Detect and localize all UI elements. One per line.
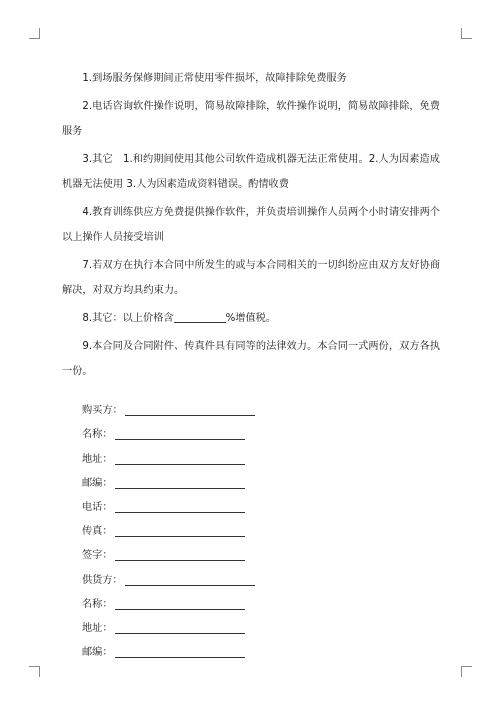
signature-label: 邮编： bbox=[82, 647, 113, 659]
signature-label: 电话： bbox=[82, 501, 113, 513]
clause-onsite-service: 1.到场服务保修期间正常使用零件损坏，故障排除免费服务 bbox=[82, 73, 347, 84]
signature-label: 地址： bbox=[82, 622, 113, 634]
signature-fill-line bbox=[115, 621, 245, 634]
clause-tax bbox=[62, 306, 440, 331]
page-corner-mark-bottom-right bbox=[461, 666, 472, 677]
page-corner-mark-top-left bbox=[29, 28, 40, 39]
signature-row-buyer-postcode bbox=[62, 465, 440, 489]
signature-row-buyer-sign bbox=[62, 537, 440, 561]
signature-fill-line bbox=[115, 597, 245, 610]
signature-fill-line bbox=[115, 500, 245, 513]
signature-label: 供货方： bbox=[82, 574, 123, 586]
signature-fill-line bbox=[115, 548, 245, 561]
signature-label: 购买方： bbox=[82, 405, 123, 417]
tax-clause-prefix: 8.其它：以上价格含 bbox=[82, 313, 174, 324]
signature-block bbox=[62, 392, 440, 658]
signature-row-buyer bbox=[62, 392, 440, 416]
clause-training: 4.教育训练供应方免费提供操作软件，并负责培训操作人员两个小时请安排两个以上操作人员接受培训 bbox=[62, 207, 440, 243]
signature-row-supplier bbox=[62, 561, 440, 585]
signature-fill-line bbox=[115, 645, 245, 658]
signature-row-buyer-name bbox=[62, 416, 440, 440]
signature-row-buyer-phone bbox=[62, 489, 440, 513]
signature-label: 签字： bbox=[82, 550, 113, 562]
signature-fill-line bbox=[115, 427, 245, 440]
tax-clause-suffix: %增值税。 bbox=[225, 313, 277, 324]
signature-fill-line bbox=[125, 573, 255, 586]
page-corner-mark-top-right bbox=[461, 28, 472, 39]
page-corner-mark-bottom-left bbox=[29, 666, 40, 677]
signature-fill-line bbox=[125, 403, 255, 416]
signature-fill-line bbox=[115, 452, 245, 465]
signature-label: 地址： bbox=[82, 453, 113, 465]
signature-fill-line bbox=[115, 476, 245, 489]
signature-label: 传真： bbox=[82, 526, 113, 538]
clause-phone-support: 2.电话咨询软件操作说明，简易故障排除，软件操作说明，简易故障排除，免费服务 bbox=[62, 101, 440, 137]
clause-other-charges: 3.其它 1.和约期间使用其他公司软件造成机器无法正常使用。2.人为因素造成机器无法使用 3.人为因素造成资料错误。酌情收费 bbox=[62, 154, 440, 190]
signature-label: 名称： bbox=[82, 598, 113, 610]
signature-row-buyer-address bbox=[62, 440, 440, 464]
clause-validity: 9.本合同及合同附件、传真件具有同等的法律效力。本合同一式两份，双方各执一份。 bbox=[62, 341, 440, 377]
document-body bbox=[62, 66, 440, 658]
signature-row-buyer-fax bbox=[62, 513, 440, 537]
signature-fill-line bbox=[115, 524, 245, 537]
clause-disputes: 7.若双方在执行本合同中所发生的或与本合同相关的一切纠纷应由双方友好协商解决，对双方均具约束力。 bbox=[62, 260, 440, 296]
signature-row-supplier-address bbox=[62, 610, 440, 634]
signature-label: 邮编： bbox=[82, 477, 113, 489]
signature-row-supplier-name bbox=[62, 586, 440, 610]
signature-label: 名称： bbox=[82, 429, 113, 441]
tax-rate-blank bbox=[174, 311, 226, 323]
signature-row-supplier-postcode bbox=[62, 634, 440, 658]
